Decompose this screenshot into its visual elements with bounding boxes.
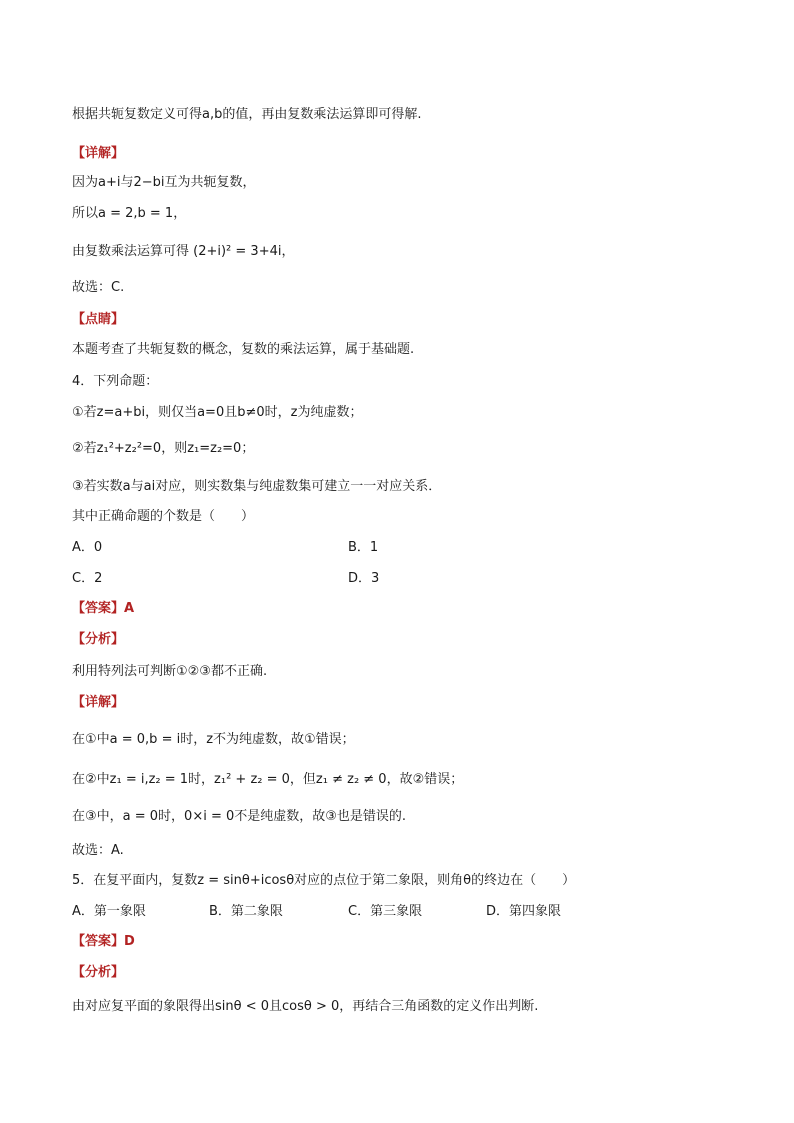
q4-heading-analysis: 【分析】 — [72, 632, 125, 647]
q4-answer: 【答案】A — [72, 601, 135, 616]
q5-analysis-text: 由对应复平面的象限得出sinθ < 0且cosθ > 0，再结合三角函数的定义作出判断. — [72, 999, 539, 1014]
heading-detail: 【详解】 — [72, 146, 125, 161]
q4-option-c: C．2 — [72, 571, 103, 586]
q4-question: 其中正确命题的个数是（ ） — [72, 509, 255, 524]
q4-choice: 故选：A. — [72, 843, 124, 858]
heading-comment: 【点睛】 — [72, 312, 125, 327]
analysis-text: 根据共轭复数定义可得a,b的值，再由复数乘法运算即可得解. — [72, 107, 422, 122]
q5-option-c: C．第三象限 — [348, 904, 423, 919]
q5-heading-analysis: 【分析】 — [72, 965, 125, 980]
detail-line-1: 因为a+i与2−bi互为共轭复数， — [72, 175, 256, 190]
choice-line: 故选：C. — [72, 280, 125, 295]
q4-detail-1: 在①中a = 0,b = i时，z不为纯虚数，故①错误； — [72, 732, 355, 747]
q5-option-d: D．第四象限 — [486, 904, 562, 919]
q4-option-a: A．0 — [72, 540, 103, 555]
q4-proposition-1: ①若z=a+bi，则仅当a=0且b≠0时，z为纯虚数； — [72, 405, 363, 420]
q4-heading-detail: 【详解】 — [72, 695, 125, 710]
question-5-stem: 5．在复平面内，复数z = sinθ+icosθ对应的点位于第二象限，则角θ的终边在（ ） — [72, 873, 576, 888]
q4-detail-3: 在③中，a = 0时，0×i = 0不是纯虚数，故③也是错误的. — [72, 809, 407, 824]
q5-answer: 【答案】D — [72, 934, 135, 949]
detail-line-3: 由复数乘法运算可得 (2+i)² = 3+4i， — [72, 244, 295, 259]
q4-option-d: D．3 — [348, 571, 380, 586]
q5-option-b: B．第二象限 — [209, 904, 283, 919]
question-4-stem: 4．下列命题： — [72, 374, 159, 389]
q4-proposition-3: ③若实数a与ai对应，则实数集与纯虚数集可建立一一对应关系． — [72, 479, 442, 494]
q5-option-a: A．第一象限 — [72, 904, 146, 919]
comment-text: 本题考查了共轭复数的概念，复数的乘法运算，属于基础题. — [72, 342, 415, 357]
q4-analysis-text: 利用特列法可判断①②③都不正确. — [72, 664, 268, 679]
detail-line-2: 所以a = 2,b = 1， — [72, 206, 187, 221]
q4-detail-2: 在②中z₁ = i,z₂ = 1时，z₁² + z₂ = 0，但z₁ ≠ z₂ ≠ 0，故②错误； — [72, 772, 464, 787]
q4-proposition-2: ②若z₁²+z₂²=0，则z₁=z₂=0； — [72, 441, 255, 456]
q4-option-b: B．1 — [348, 540, 379, 555]
